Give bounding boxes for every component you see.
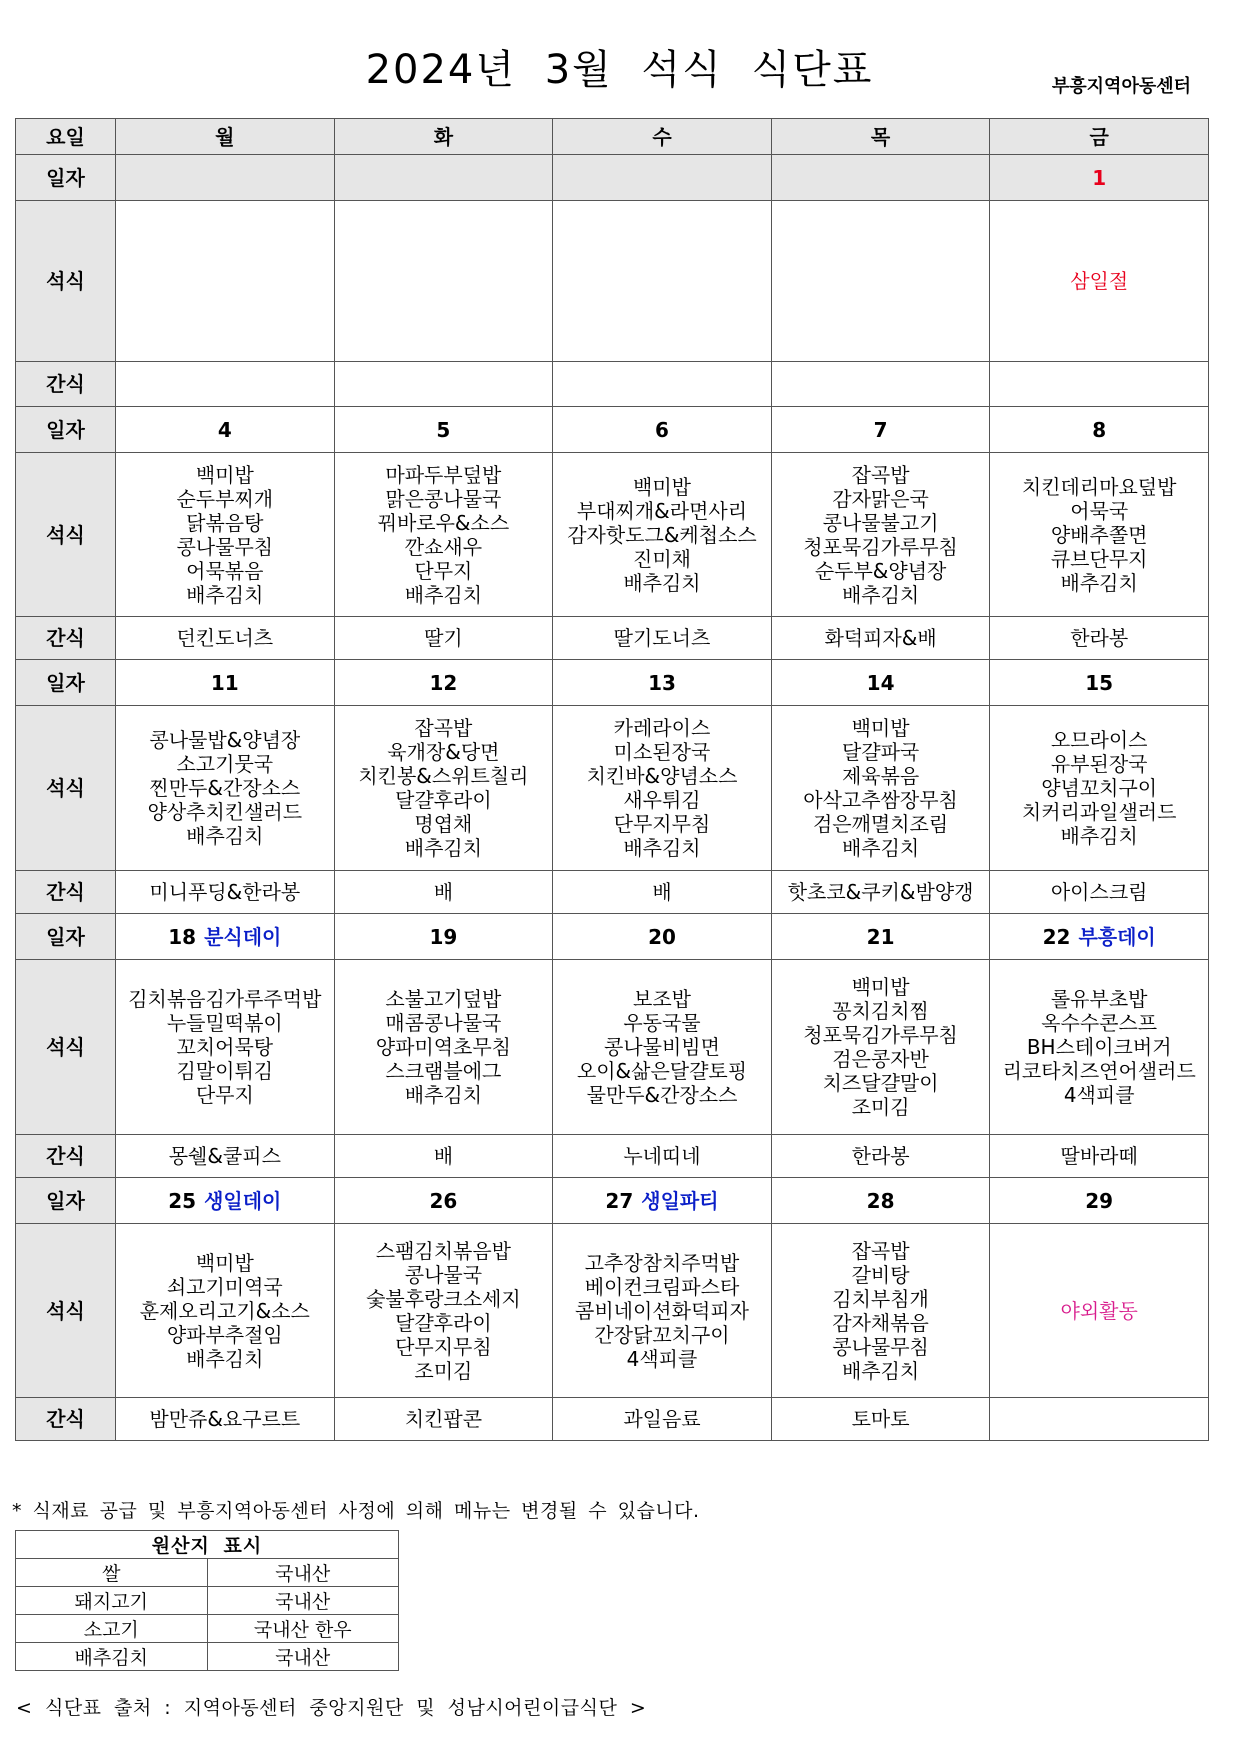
dinner-label: 석식 <box>16 201 116 362</box>
dish-item: 4색피클 <box>1063 1083 1135 1107</box>
date-cell <box>990 407 1209 453</box>
dish-item: 콩나물불고기 <box>822 510 939 535</box>
snack-cell: 배 <box>334 871 553 914</box>
dish-item: 콩나물비빔면 <box>604 1035 720 1059</box>
dish-item: 진미채 <box>633 546 691 571</box>
dish-item: 물만두&간장소스 <box>586 1083 738 1107</box>
snack-cell <box>771 362 990 407</box>
date-cell <box>553 1178 772 1224</box>
snack-row <box>16 362 1209 407</box>
snack-cell: 딸기도너츠 <box>553 617 772 660</box>
weekday-4: 금 <box>990 119 1209 155</box>
snack-cell: 한라봉 <box>771 1135 990 1178</box>
dish-item: 옥수수콘스프 <box>1041 1011 1158 1035</box>
dish-item: 양파부추절임 <box>166 1322 283 1347</box>
date-cell <box>771 1178 990 1224</box>
date-number: 25 <box>168 1188 197 1213</box>
dish-item: 배추김치 <box>404 1083 483 1107</box>
dinner-cell <box>990 706 1209 871</box>
dish-item: 양파미역초무침 <box>375 1035 512 1059</box>
snack-cell: 던킨도너츠 <box>116 617 335 660</box>
dish-item: 조미김 <box>851 1095 910 1119</box>
dish-item: 콩나물밥&양념장 <box>149 728 301 752</box>
dish-item: 롤유부초밥 <box>1050 987 1148 1011</box>
event-label: 부흥데이 <box>1078 924 1156 949</box>
date-cell <box>334 155 553 201</box>
dinner-label: 석식 <box>16 453 116 617</box>
date-number: 12 <box>429 670 458 695</box>
dish-item: 치즈달걀말이 <box>822 1071 939 1095</box>
dish-item: 콩나물무침 <box>832 1334 929 1359</box>
dish-item: 꿔바로우&소스 <box>377 510 510 535</box>
dish-item: 훈제오리고기&소스 <box>139 1298 310 1323</box>
snack-cell: 배 <box>334 1135 553 1178</box>
dinner-cell <box>771 453 990 617</box>
dish-item: 깐쇼새우 <box>404 534 483 559</box>
date-number: 22 <box>1042 924 1071 949</box>
dish-item: 단무지 <box>195 1083 254 1107</box>
dinner-row <box>16 1224 1209 1398</box>
dinner-cell <box>771 201 990 362</box>
dish-item: 우동국물 <box>623 1011 701 1035</box>
weekday-3: 목 <box>771 119 990 155</box>
menu-source: < 식단표 출처 : 지역아동센터 중앙지원단 및 성남시어린이급식단 > <box>16 1697 647 1719</box>
dish-item: 배추김치 <box>1060 824 1138 848</box>
dish-item: 감자채볶음 <box>832 1310 929 1335</box>
date-number: 18 <box>168 924 197 949</box>
dish-item: 베이컨크림파스타 <box>584 1274 740 1299</box>
dinner-cell <box>771 706 990 871</box>
origin-table <box>15 1530 399 1671</box>
origin-row <box>16 1615 399 1643</box>
dish-item: 달걀파국 <box>841 740 920 764</box>
weekday-header-row <box>16 119 1209 155</box>
snack-label: 간식 <box>16 1135 116 1178</box>
date-cell <box>553 407 772 453</box>
date-number: 20 <box>648 924 676 949</box>
date-number: 5 <box>436 417 451 442</box>
snack-row <box>16 1135 1209 1178</box>
dish-item: 콤비네이션화덕피자 <box>575 1298 749 1323</box>
dish-item: 잡곡밥 <box>414 716 473 740</box>
dish-item: 맑은콩나물국 <box>385 486 502 511</box>
dish-item: 양념꼬치구이 <box>1041 776 1158 800</box>
origin-header: 원산지 표시 <box>16 1531 399 1559</box>
dish-item: 치킨봉&스위트칠리 <box>358 764 529 788</box>
dish-item: 누들밀떡볶이 <box>166 1011 283 1035</box>
weekday-1: 화 <box>334 119 553 155</box>
origin-item: 돼지고기 <box>16 1587 208 1615</box>
dish-item: 배추김치 <box>841 836 920 860</box>
date-row <box>16 1178 1209 1224</box>
dish-item: 리코타치즈연어샐러드 <box>1002 1059 1196 1083</box>
dish-item: 오이&삶은달걀토핑 <box>576 1059 748 1083</box>
dinner-label: 석식 <box>16 960 116 1135</box>
date-row <box>16 407 1209 453</box>
dinner-cell <box>553 960 772 1135</box>
date-cell <box>990 660 1209 706</box>
dish-item: 마파두부덮밥 <box>385 462 502 487</box>
snack-row <box>16 617 1209 660</box>
dish-item: 숯불후랑크소세지 <box>366 1286 521 1311</box>
dish-item: 양상추치킨샐러드 <box>147 800 303 824</box>
date-number: 28 <box>866 1188 895 1213</box>
dish-item: 달걀후라이 <box>395 788 492 812</box>
snack-cell: 치킨팝콘 <box>334 1398 553 1441</box>
dinner-cell <box>771 960 990 1135</box>
dish-item: 배추김치 <box>623 836 701 860</box>
dish-item: 백미밥 <box>633 474 691 499</box>
dish-item: 치커리과일샐러드 <box>1021 800 1177 824</box>
dinner-cell <box>334 706 553 871</box>
dinner-cell <box>116 960 335 1135</box>
dinner-label: 석식 <box>16 1224 116 1398</box>
dish-item: 백미밥 <box>195 1250 254 1275</box>
dish-item: 검은콩자반 <box>832 1047 929 1071</box>
date-cell <box>771 914 990 960</box>
origin-row <box>16 1643 399 1671</box>
date-cell <box>116 1178 335 1224</box>
dish-item: 치킨바&양념소스 <box>586 764 738 788</box>
dish-item: 새우튀김 <box>623 788 701 812</box>
origin-country: 국내산 <box>207 1587 399 1615</box>
dish-item: 스팸김치볶음밥 <box>375 1238 512 1263</box>
snack-cell: 밤만쥬&요구르트 <box>116 1398 335 1441</box>
dish-item: 감자맑은국 <box>832 486 929 511</box>
dish-item: 삼일절 <box>1070 269 1129 293</box>
origin-country: 국내산 <box>207 1559 399 1587</box>
origin-item: 쌀 <box>16 1559 208 1587</box>
date-number: 19 <box>429 924 458 949</box>
date-number: 15 <box>1085 670 1114 695</box>
snack-cell: 미니푸딩&한라봉 <box>116 871 335 914</box>
origin-row <box>16 1559 399 1587</box>
dish-item: 닭볶음탕 <box>186 510 264 535</box>
dinner-row <box>16 453 1209 617</box>
date-row <box>16 660 1209 706</box>
snack-label: 간식 <box>16 617 116 660</box>
dinner-cell <box>116 706 335 871</box>
dinner-cell <box>334 1224 553 1398</box>
dinner-row <box>16 706 1209 871</box>
snack-cell: 토마토 <box>771 1398 990 1441</box>
dish-item: 미소된장국 <box>613 740 711 764</box>
menu-change-note: * 식재료 공급 및 부흥지역아동센터 사정에 의해 메뉴는 변경될 수 있습니다. <box>12 1500 700 1522</box>
date-cell <box>990 155 1209 201</box>
dish-item: 간장닭꼬치구이 <box>594 1322 730 1347</box>
dinner-cell <box>334 960 553 1135</box>
origin-country: 국내산 한우 <box>207 1615 399 1643</box>
dish-item: 순두부&양념장 <box>814 558 947 583</box>
date-cell <box>771 660 990 706</box>
dish-item: 꽁치김치찜 <box>832 999 929 1023</box>
dinner-cell <box>553 201 772 362</box>
origin-country: 국내산 <box>207 1643 399 1671</box>
origin-item: 소고기 <box>16 1615 208 1643</box>
date-cell <box>990 1178 1209 1224</box>
dish-item: 카레라이스 <box>613 716 711 740</box>
date-cell <box>334 407 553 453</box>
date-number: 1 <box>1092 165 1107 190</box>
date-number: 8 <box>1092 417 1107 442</box>
dinner-cell <box>771 1224 990 1398</box>
dish-item: 김말이튀김 <box>176 1059 274 1083</box>
dish-item: 쇠고기미역국 <box>166 1274 283 1299</box>
date-number: 6 <box>655 417 669 442</box>
dinner-cell <box>990 960 1209 1135</box>
dish-item: 야외활동 <box>1060 1298 1138 1323</box>
dish-item: 배추김치 <box>404 582 483 607</box>
dish-item: 큐브단무지 <box>1050 546 1148 571</box>
snack-cell: 누네띠네 <box>553 1135 772 1178</box>
dish-item: 달걀후라이 <box>395 1310 492 1335</box>
dinner-cell <box>116 201 335 362</box>
dish-item: 백미밥 <box>851 975 910 999</box>
dish-item: 배추김치 <box>841 1358 920 1383</box>
snack-cell: 핫초코&쿠키&밤양갱 <box>771 871 990 914</box>
dish-item: 김치볶음김가루주먹밥 <box>128 987 322 1011</box>
dish-item: 매콤콩나물국 <box>385 1011 502 1035</box>
dish-item: 명엽채 <box>414 812 473 836</box>
dinner-cell <box>990 1224 1209 1398</box>
dinner-cell <box>334 453 553 617</box>
dish-item: 소고기뭇국 <box>176 752 274 776</box>
dinner-cell <box>553 1224 772 1398</box>
snack-cell <box>553 362 772 407</box>
snack-row <box>16 1398 1209 1441</box>
snack-label: 간식 <box>16 871 116 914</box>
date-number: 7 <box>873 417 888 442</box>
date-number: 13 <box>648 670 676 695</box>
dish-item: 단무지무침 <box>613 812 711 836</box>
date-cell <box>334 914 553 960</box>
snack-cell: 딸기 <box>334 617 553 660</box>
date-number: 21 <box>866 924 895 949</box>
snack-label: 간식 <box>16 1398 116 1441</box>
dish-item: 스크램블에그 <box>385 1059 502 1083</box>
dinner-row <box>16 960 1209 1135</box>
snack-cell: 딸바라떼 <box>990 1135 1209 1178</box>
date-cell <box>116 407 335 453</box>
event-label: 생일데이 <box>204 1188 282 1213</box>
dish-item: 단무지무침 <box>395 1334 492 1359</box>
dinner-cell <box>553 453 772 617</box>
dish-item: 꼬치어묵탕 <box>176 1035 274 1059</box>
dinner-cell <box>990 453 1209 617</box>
date-cell <box>553 155 772 201</box>
dish-item: 배추김치 <box>186 1346 264 1371</box>
dish-item: 배추김치 <box>186 582 264 607</box>
weekday-0: 월 <box>116 119 335 155</box>
dish-item: 4색피클 <box>626 1346 698 1371</box>
dish-item: 조미김 <box>414 1358 473 1383</box>
origin-item: 배추김치 <box>16 1643 208 1671</box>
date-label: 일자 <box>16 660 116 706</box>
dish-item: 어묵볶음 <box>186 558 264 583</box>
snack-label: 간식 <box>16 362 116 407</box>
event-label: 생일파티 <box>641 1188 719 1213</box>
date-number: 11 <box>210 670 239 695</box>
dish-item: BH스테이크버거 <box>1026 1035 1172 1059</box>
date-cell <box>334 660 553 706</box>
dish-item: 부대찌개&라면사리 <box>576 498 748 523</box>
dish-item: 아삭고추쌈장무침 <box>803 788 958 812</box>
date-cell <box>990 914 1209 960</box>
date-row <box>16 155 1209 201</box>
snack-cell: 몽쉘&쿨피스 <box>116 1135 335 1178</box>
dish-item: 순두부찌개 <box>176 486 274 511</box>
dish-item: 배추김치 <box>1060 570 1138 595</box>
dish-item: 제육볶음 <box>841 764 920 788</box>
dish-item: 오므라이스 <box>1050 728 1148 752</box>
date-label: 일자 <box>16 407 116 453</box>
date-number: 27 <box>605 1188 634 1213</box>
dish-item: 청포묵김가루무침 <box>803 534 958 559</box>
dish-item: 잡곡밥 <box>851 462 910 487</box>
snack-cell <box>990 1398 1209 1441</box>
date-label: 일자 <box>16 914 116 960</box>
dish-item: 유부된장국 <box>1050 752 1148 776</box>
dish-item: 배추김치 <box>623 570 701 595</box>
date-number: 26 <box>429 1188 458 1213</box>
date-row <box>16 914 1209 960</box>
date-number: 4 <box>217 417 232 442</box>
dish-item: 단무지 <box>414 558 473 583</box>
event-label: 분식데이 <box>204 924 282 949</box>
date-label: 일자 <box>16 155 116 201</box>
dish-item: 백미밥 <box>851 716 910 740</box>
dish-item: 찐만두&간장소스 <box>149 776 301 800</box>
date-cell <box>334 1178 553 1224</box>
date-cell <box>116 914 335 960</box>
snack-row <box>16 871 1209 914</box>
dish-item: 청포묵김가루무침 <box>803 1023 958 1047</box>
dish-item: 보조밥 <box>633 987 691 1011</box>
date-number: 14 <box>866 670 895 695</box>
center-name: 부흥지역아동센터 <box>1051 76 1191 97</box>
dinner-row <box>16 201 1209 362</box>
dish-item: 백미밥 <box>195 462 254 487</box>
dish-item: 어묵국 <box>1070 498 1129 523</box>
date-number: 29 <box>1085 1188 1114 1213</box>
dinner-cell <box>990 201 1209 362</box>
snack-cell <box>990 362 1209 407</box>
snack-cell <box>116 362 335 407</box>
weekday-2: 수 <box>553 119 772 155</box>
dish-item: 콩나물국 <box>404 1262 483 1287</box>
date-cell <box>116 155 335 201</box>
dish-item: 배추김치 <box>404 836 483 860</box>
menu-table <box>15 118 1209 1441</box>
dish-item: 치킨데리마요덮밥 <box>1021 474 1177 499</box>
dinner-cell <box>334 201 553 362</box>
date-label: 일자 <box>16 1178 116 1224</box>
dish-item: 배추김치 <box>841 582 920 607</box>
dish-item: 갈비탕 <box>851 1262 910 1287</box>
date-cell <box>553 660 772 706</box>
date-cell <box>771 407 990 453</box>
dish-item: 감자핫도그&케첩소스 <box>567 522 757 547</box>
dish-item: 양배추쫄면 <box>1050 522 1148 547</box>
snack-cell <box>334 362 553 407</box>
dinner-cell <box>553 706 772 871</box>
dinner-label: 석식 <box>16 706 116 871</box>
date-cell <box>771 155 990 201</box>
dinner-cell <box>116 1224 335 1398</box>
weekday-label: 요일 <box>16 119 116 155</box>
snack-cell: 화덕피자&배 <box>771 617 990 660</box>
snack-cell: 배 <box>553 871 772 914</box>
snack-cell: 과일음료 <box>553 1398 772 1441</box>
dish-item: 콩나물무침 <box>176 534 274 559</box>
dish-item: 고추장참치주먹밥 <box>584 1250 740 1275</box>
dish-item: 소불고기덮밥 <box>385 987 502 1011</box>
snack-cell: 한라봉 <box>990 617 1209 660</box>
dish-item: 잡곡밥 <box>851 1238 910 1263</box>
dinner-cell <box>116 453 335 617</box>
date-cell <box>116 660 335 706</box>
origin-row <box>16 1587 399 1615</box>
date-cell <box>553 914 772 960</box>
page-title: 2024년 3월 석식 식단표 <box>365 47 874 93</box>
dish-item: 배추김치 <box>186 824 264 848</box>
dish-item: 검은깨멸치조림 <box>812 812 949 836</box>
snack-cell: 아이스크림 <box>990 871 1209 914</box>
dish-item: 김치부침개 <box>832 1286 929 1311</box>
dish-item: 육개장&당면 <box>387 740 500 764</box>
